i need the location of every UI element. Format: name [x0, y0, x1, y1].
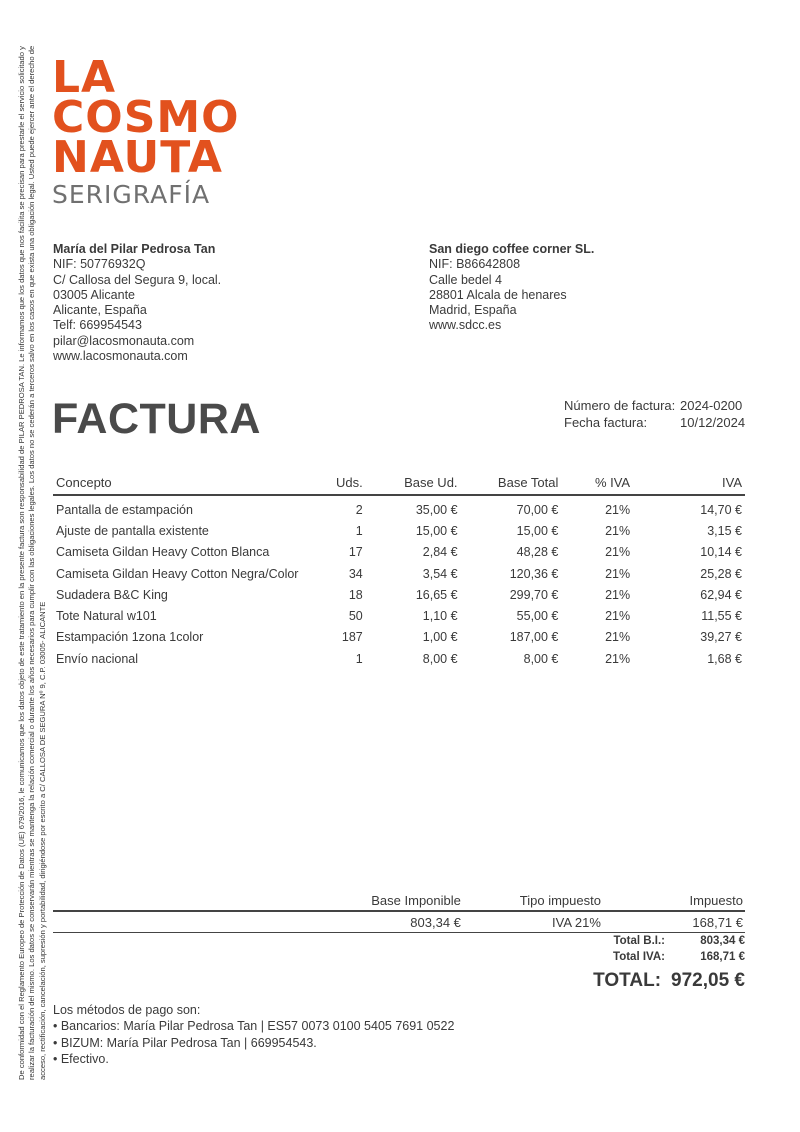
invoice-meta [564, 397, 745, 431]
cell-uds: 2 [355, 502, 363, 517]
cell-uds: 17 [348, 545, 363, 560]
summary-col-impuesto: Impuesto [603, 890, 745, 911]
cell-uds: 1 [355, 523, 363, 538]
summary-col-base: Base Imponible [53, 890, 463, 911]
cell-base-total: 70,00 € [516, 502, 559, 517]
cell-base-total: 15,00 € [516, 523, 559, 538]
col-pct-iva: % IVA [561, 470, 633, 495]
legal-line: acceso, rectificación, cancelación, supresión y portabilidad, dirigiéndose por escrito a C/ CALLOSA DE SEGURA Nº 9, C.P. 03005- ALICANTE [37, 601, 47, 1080]
col-concepto: Concepto [53, 470, 319, 495]
cell-iva: 1,68 € [707, 651, 742, 666]
summary-row [53, 911, 745, 933]
cell-base-total: 48,28 € [516, 545, 559, 560]
cell-base-total: 187,00 € [509, 630, 559, 645]
line-items-table [53, 470, 745, 669]
cell-concepto: Pantalla de estampación [56, 502, 193, 517]
cell-iva: 25,28 € [700, 566, 742, 581]
cell-uds: 187 [341, 630, 363, 645]
cell-uds: 34 [348, 566, 363, 581]
total-bi-row [540, 933, 745, 949]
client-postal: 28801 Alcala de henares [429, 287, 567, 302]
invoice-date-value: 10/12/2024 [680, 415, 746, 430]
invoice-number-row [564, 397, 745, 414]
issuer-phone: Telf: 669954543 [53, 318, 142, 333]
cell-concepto: Camiseta Gildan Heavy Cotton Blanca [56, 545, 270, 560]
client-web: www.sdcc.es [429, 318, 502, 333]
col-uds: Uds. [319, 470, 366, 495]
invoice-date-label: Fecha factura: [564, 415, 648, 430]
cell-concepto: Ajuste de pantalla existente [56, 523, 209, 538]
cell-base-ud: 15,00 € [415, 523, 458, 538]
cell-base-ud: 35,00 € [415, 502, 458, 517]
cell-concepto: Sudadera B&C King [56, 587, 168, 602]
issuer-region: Alicante, España [53, 303, 147, 318]
table-row [53, 648, 745, 669]
col-base-ud: Base Ud. [366, 470, 461, 495]
issuer-web: www.lacosmonauta.com [53, 349, 188, 364]
cell-pct-iva: 21% [605, 609, 631, 624]
cell-base-ud: 8,00 € [422, 651, 458, 666]
client-address: Calle bedel 4 [429, 272, 502, 287]
logo-line-3: NAUTA [52, 132, 223, 183]
cell-base-ud: 3,54 € [422, 566, 458, 581]
payment-heading: Los métodos de pago son: [53, 1003, 201, 1017]
cell-pct-iva: 21% [605, 545, 631, 560]
summary-header-row [53, 890, 745, 911]
cell-base-ud: 2,84 € [422, 545, 458, 560]
total-bi-label: Total B.I.: [613, 935, 665, 947]
invoice-date-row [564, 414, 745, 431]
issuer-block [53, 242, 221, 364]
cell-concepto: Envío nacional [56, 651, 139, 666]
client-nif: NIF: B86642808 [429, 257, 521, 272]
table-row [53, 584, 745, 605]
issuer-address: C/ Callosa del Segura 9, local. [53, 272, 222, 287]
cell-pct-iva: 21% [605, 502, 631, 517]
invoice-number-value: 2024-0200 [680, 398, 743, 413]
logo-line-1: LA [52, 52, 117, 103]
grand-total-label: TOTAL: [593, 970, 662, 991]
cell-pct-iva: 21% [605, 587, 631, 602]
total-iva-row [540, 949, 745, 965]
cell-base-total: 120,36 € [509, 566, 559, 581]
tax-summary-table [53, 890, 745, 933]
table-row [53, 495, 745, 520]
client-block [429, 242, 594, 334]
cell-uds: 50 [348, 609, 363, 624]
cell-uds: 18 [348, 587, 363, 602]
summary-col-tipo: Tipo impuesto [463, 890, 603, 911]
issuer-nif: NIF: 50776932Q [53, 257, 146, 272]
cell-concepto: Estampación 1zona 1color [56, 630, 204, 645]
logo-subtitle: SERIGRAFÍA [52, 180, 211, 209]
legal-line: De conformidad con el Reglamento Europeo de Protección de Datos (UE) 679/2016, le comunicamos que los datos objeto de este tratamiento en la presente factura son responsabilidad de PILAR PEDROSA TAN. Le informamos que los datos que nos facilita se precisan para prestarle el servicio solicitado y [17, 46, 26, 1080]
cell-pct-iva: 21% [605, 566, 631, 581]
issuer-name: María del Pilar Pedrosa Tan [53, 242, 216, 256]
col-base-total: Base Total [461, 470, 562, 495]
legal-notice [17, 30, 48, 1080]
grand-total-row [540, 967, 745, 995]
cell-base-total: 55,00 € [516, 609, 559, 624]
table-row [53, 520, 745, 541]
table-row [53, 627, 745, 648]
cell-uds: 1 [355, 651, 363, 666]
summary-impuesto-value: 168,71 € [603, 911, 745, 933]
table-row [53, 542, 745, 563]
cell-iva: 10,14 € [700, 545, 742, 560]
total-iva-label: Total IVA: [613, 951, 665, 963]
cell-iva: 39,27 € [700, 630, 742, 645]
total-bi-value: 803,34 € [700, 935, 745, 947]
company-logo [52, 52, 240, 209]
invoice-number-label: Número de factura: [564, 398, 676, 413]
issuer-email: pilar@lacosmonauta.com [53, 333, 195, 348]
client-name: San diego coffee corner SL. [429, 242, 595, 256]
cell-iva: 62,94 € [700, 587, 742, 602]
cell-pct-iva: 21% [605, 630, 631, 645]
cell-base-ud: 16,65 € [415, 587, 458, 602]
cell-base-total: 299,70 € [509, 587, 559, 602]
cell-pct-iva: 21% [605, 523, 631, 538]
cell-iva: 14,70 € [700, 502, 742, 517]
legal-line: realizar la facturación del mismo. Los datos se conservarán mientras se mantenga la relación comercial o durante los años necesarios para cumplir con las obligaciones legales. Los datos no se cederán a terceros salvo en los casos en que exista una obligación legal. Usted puede ejercer ante el derecho de [27, 45, 37, 1080]
table-row [53, 605, 745, 626]
cell-base-total: 8,00 € [523, 651, 559, 666]
document-title: FACTURA [52, 395, 261, 443]
summary-tipo-value: IVA 21% [463, 911, 603, 933]
logo-line-2: COSMO [52, 92, 240, 143]
payment-method-item: • Bancarios: María Pilar Pedrosa Tan | ES57 0073 0100 5405 7691 0522 [53, 1019, 455, 1034]
cell-pct-iva: 21% [605, 651, 631, 666]
cell-base-ud: 1,00 € [422, 630, 458, 645]
cell-iva: 3,15 € [707, 523, 742, 538]
payment-method-item: • Efectivo. [53, 1051, 109, 1066]
cell-base-ud: 1,10 € [422, 609, 458, 624]
client-region: Madrid, España [429, 303, 517, 318]
col-iva: IVA [633, 470, 745, 495]
cell-concepto: Tote Natural w101 [56, 609, 157, 624]
cell-concepto: Camiseta Gildan Heavy Cotton Negra/Color [56, 566, 299, 581]
grand-total-value: 972,05 € [671, 970, 745, 991]
cell-iva: 11,55 € [701, 609, 742, 624]
summary-base-value: 803,34 € [53, 911, 463, 933]
total-iva-value: 168,71 € [700, 951, 745, 963]
payment-methods [53, 1002, 454, 1067]
table-row [53, 563, 745, 584]
totals-block [540, 933, 745, 995]
issuer-postal: 03005 Alicante [53, 287, 136, 302]
table-header-row [53, 470, 745, 495]
payment-method-item: • BIZUM: María Pilar Pedrosa Tan | 669954543. [53, 1035, 317, 1050]
